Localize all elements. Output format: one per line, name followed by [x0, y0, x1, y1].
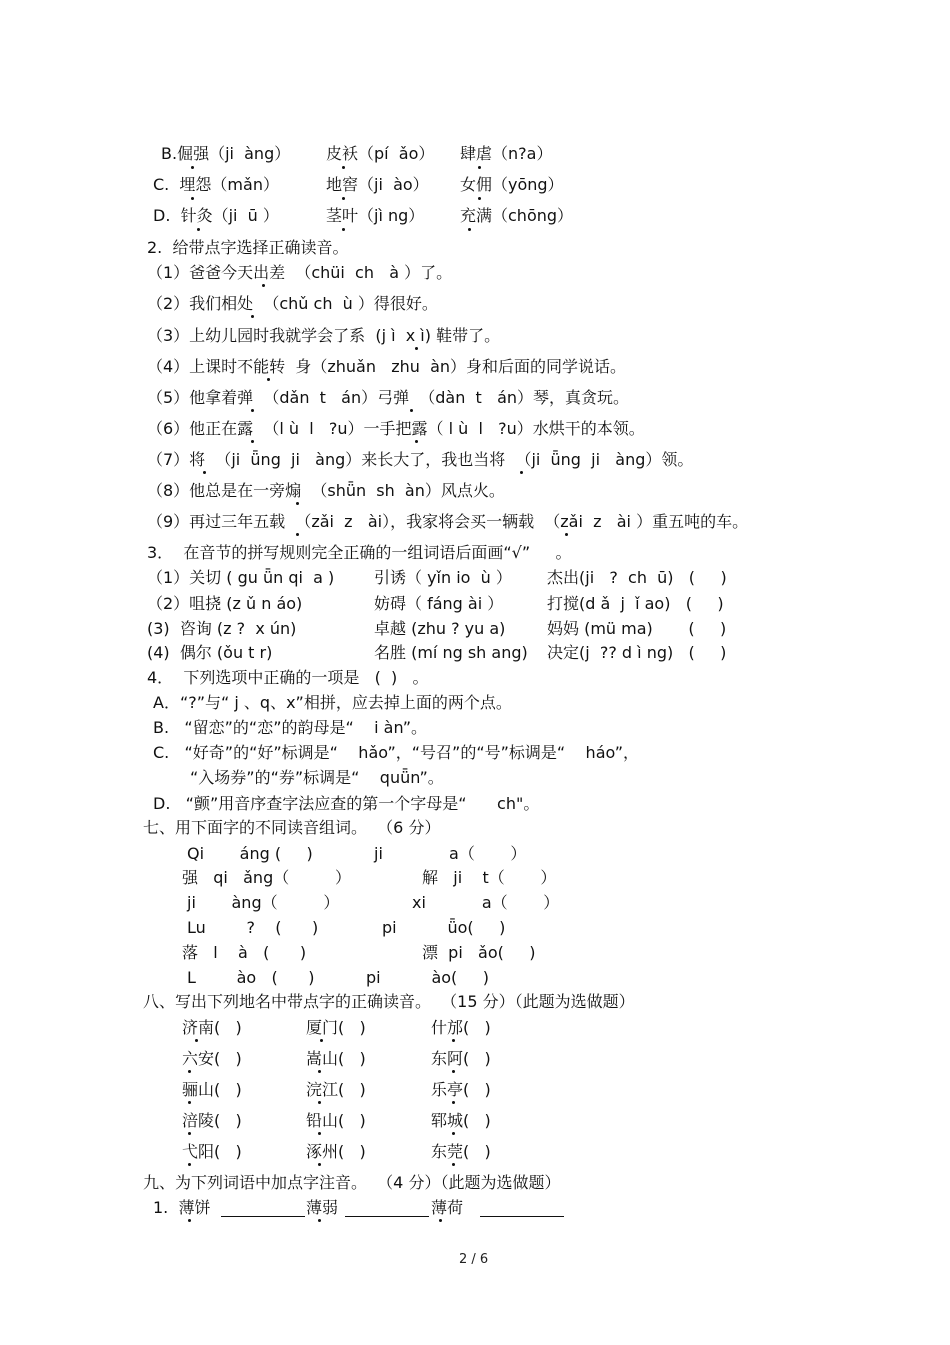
emphasis-dot [197, 228, 200, 231]
text-line: ji a（ ） [374, 844, 527, 863]
text-line: C. “好奇”的“好”标调是“ hǎo”，“号召”的“号”标调是“ háo”， [153, 743, 640, 762]
text-line: 2. 给带点字选择正确读音。 [147, 238, 349, 257]
emphasis-dot [342, 228, 345, 231]
text-line: 六安( ) [182, 1049, 242, 1068]
text-line: 充满（chōng） [460, 206, 574, 225]
text-line: D. 针灸（ji ū ） [153, 206, 279, 225]
text-line: 嵩山( ) [306, 1049, 366, 1068]
text-line: 漂 pi ǎo( ) [422, 943, 536, 962]
answer-blank-1[interactable] [221, 1216, 305, 1217]
text-line: B.倔强（ji àng） [161, 144, 291, 163]
answer-blank-2[interactable] [345, 1216, 429, 1217]
emphasis-dot [191, 197, 194, 200]
text-line: 什邡( ) [431, 1018, 491, 1037]
text-line: 弋阳( ) [182, 1142, 242, 1161]
text-line: （8）他总是在一旁煽 （shǖn sh àn）风点火。 [147, 481, 505, 500]
text-line: 八、写出下列地名中带点字的正确读音。 （15 分）（此题为选做题） [143, 992, 635, 1011]
emphasis-dot [452, 1163, 455, 1166]
emphasis-dot [188, 1163, 191, 1166]
text-line: 杰出(ji ? ch ū) ( ) [547, 568, 727, 587]
page-number: 2 / 6 [459, 1252, 489, 1267]
emphasis-dot [203, 471, 206, 474]
emphasis-dot [468, 228, 471, 231]
text-line: 浣江( ) [306, 1080, 366, 1099]
text-line: 卓越 (zhu ? yu a) [374, 619, 506, 638]
text-line: 名胜 (mí ng sh ang) [374, 643, 528, 662]
text-line: 4． 下列选项中正确的一项是 ( ) 。 [147, 668, 429, 687]
emphasis-dot [195, 1039, 198, 1042]
emphasis-dot [188, 1101, 191, 1104]
text-line: 妈妈 (mü ma) ( ) [547, 619, 727, 638]
text-line: 1. 薄饼 [153, 1198, 211, 1217]
text-line: 落 l à ( ) [182, 943, 307, 962]
text-line: 解 ji t（ ） [422, 868, 557, 887]
text-line: 七、用下面字的不同读音组词。 （6 分） [143, 818, 441, 837]
text-line: 九、为下列词语中加点字注音。 （4 分）（此题为选做题） [143, 1173, 561, 1192]
emphasis-dot [415, 347, 418, 350]
emphasis-dot [520, 471, 523, 474]
emphasis-dot [251, 409, 254, 412]
text-line: Qi áng ( ) [187, 844, 313, 863]
emphasis-dot [342, 197, 345, 200]
answer-blank-3[interactable] [480, 1216, 564, 1217]
text-line: 决定(j ?? d ì ng) ( ) [547, 643, 727, 662]
text-line: L ào ( ) [187, 968, 315, 987]
text-line: 薄荷 [431, 1198, 464, 1217]
emphasis-dot [191, 166, 194, 169]
text-line: 强 qi ǎng（ ） [182, 868, 351, 887]
text-line: 女佣（yōng） [460, 175, 564, 194]
text-line: （4）上课时不能转 身（zhuǎn zhu àn）身和后面的同学说话。 [147, 357, 627, 376]
emphasis-dot [188, 1132, 191, 1135]
text-line: （7）将 （ji ǖng ji àng）来长大了，我也当将 （ji ǖng ji àng）领。 [147, 450, 694, 469]
emphasis-dot [318, 1132, 321, 1135]
text-line: pi ào( ) [366, 968, 489, 987]
text-line: （5）他拿着弹 （dǎn t án）弓弹 （dàn t án）琴，真贪玩。 [147, 388, 630, 407]
text-line: 肆虐（n?a） [460, 144, 553, 163]
text-line: 济南( ) [182, 1018, 242, 1037]
text-line: （3）上幼儿园时我就学会了系 (j ì x ì) 鞋带了。 [147, 326, 501, 345]
emphasis-dot [320, 1039, 323, 1042]
text-line: 引诱（ yǐn io ù ） [374, 568, 512, 587]
text-line: 郓城( ) [431, 1111, 491, 1130]
text-line: 涪陵( ) [182, 1111, 242, 1130]
emphasis-dot [478, 166, 481, 169]
text-line: 皮袄（pí ǎo） [326, 144, 435, 163]
text-line: 薄弱 [306, 1198, 339, 1217]
text-line: （1）关切 ( gu ǖn qi a ) [147, 568, 335, 587]
emphasis-dot [452, 1101, 455, 1104]
emphasis-dot [452, 1070, 455, 1073]
text-line: 打搅(d ǎ j ǐ ao) ( ) [547, 594, 724, 613]
emphasis-dot [267, 378, 270, 381]
text-line: 厦门( ) [306, 1018, 366, 1037]
emphasis-dot [415, 440, 418, 443]
emphasis-dot [318, 1163, 321, 1166]
text-line: 乐亭( ) [431, 1080, 491, 1099]
text-line: D. “颤”用音序查字法应查的第一个字母是“ ch"。 [153, 794, 540, 813]
text-line: 茎叶（jì ng） [326, 206, 425, 225]
text-line: （9）再过三年五载 （zǎi z ài），我家将会买一辆载 （zǎi z ài ）重五吨的车。 [147, 512, 749, 531]
text-line: 铅山( ) [306, 1111, 366, 1130]
text-line: A．“?”与“ j 、q、x”相拼，应去掉上面的两个点。 [153, 693, 512, 712]
text-line: ji àng（ ） [187, 893, 340, 912]
emphasis-dot [188, 1070, 191, 1073]
text-line: B. “留恋”的“恋”的韵母是“ i àn”。 [153, 718, 428, 737]
emphasis-dot [318, 1101, 321, 1104]
text-line: Lu ? ( ) [187, 918, 319, 937]
text-line: 涿州( ) [306, 1142, 366, 1161]
emphasis-dot [478, 197, 481, 200]
emphasis-dot [342, 166, 345, 169]
text-line: 东阿( ) [431, 1049, 491, 1068]
emphasis-dot [452, 1132, 455, 1135]
text-line: 3． 在音节的拼写规则完全正确的一组词语后面画“√” 。 [147, 543, 572, 562]
text-line: 地窖（ji ào） [326, 175, 429, 194]
emphasis-dot [262, 284, 265, 287]
text-line: （6）他正在露 （l ù l ?u）一手把露（ l ù l ?u）水烘干的本领。 [147, 419, 645, 438]
text-line: xi a（ ） [412, 893, 560, 912]
emphasis-dot [318, 1070, 321, 1073]
emphasis-dot [296, 533, 299, 536]
emphasis-dot [565, 533, 568, 536]
emphasis-dot [296, 502, 299, 505]
text-line: 妨碍（ fáng ài ） [374, 594, 504, 613]
text-line: (4) 偶尔 (ǒu t r) [147, 643, 273, 662]
text-line: (3) 咨询 (z ? x ún) [147, 619, 297, 638]
text-line: （1）爸爸今天出差 （chüi ch à ）了。 [147, 263, 453, 282]
emphasis-dot [251, 440, 254, 443]
text-line: 东莞( ) [431, 1142, 491, 1161]
emphasis-dot [188, 1219, 191, 1222]
emphasis-dot [251, 315, 254, 318]
emphasis-dot [439, 1219, 442, 1222]
emphasis-dot [452, 1039, 455, 1042]
text-line: 骊山( ) [182, 1080, 242, 1099]
text-line: （2）咀挠 (z ǔ n áo) [147, 594, 303, 613]
emphasis-dot [318, 1219, 321, 1222]
emphasis-dot [410, 409, 413, 412]
text-line: （2）我们相处 （chǔ ch ù ）得很好。 [147, 294, 438, 313]
text-line: C. 埋怨（mǎn） [153, 175, 279, 194]
text-line: pi ǖo( ) [382, 918, 506, 937]
text-line: “入场券”的“券”标调是“ quǖn”。 [190, 768, 444, 787]
